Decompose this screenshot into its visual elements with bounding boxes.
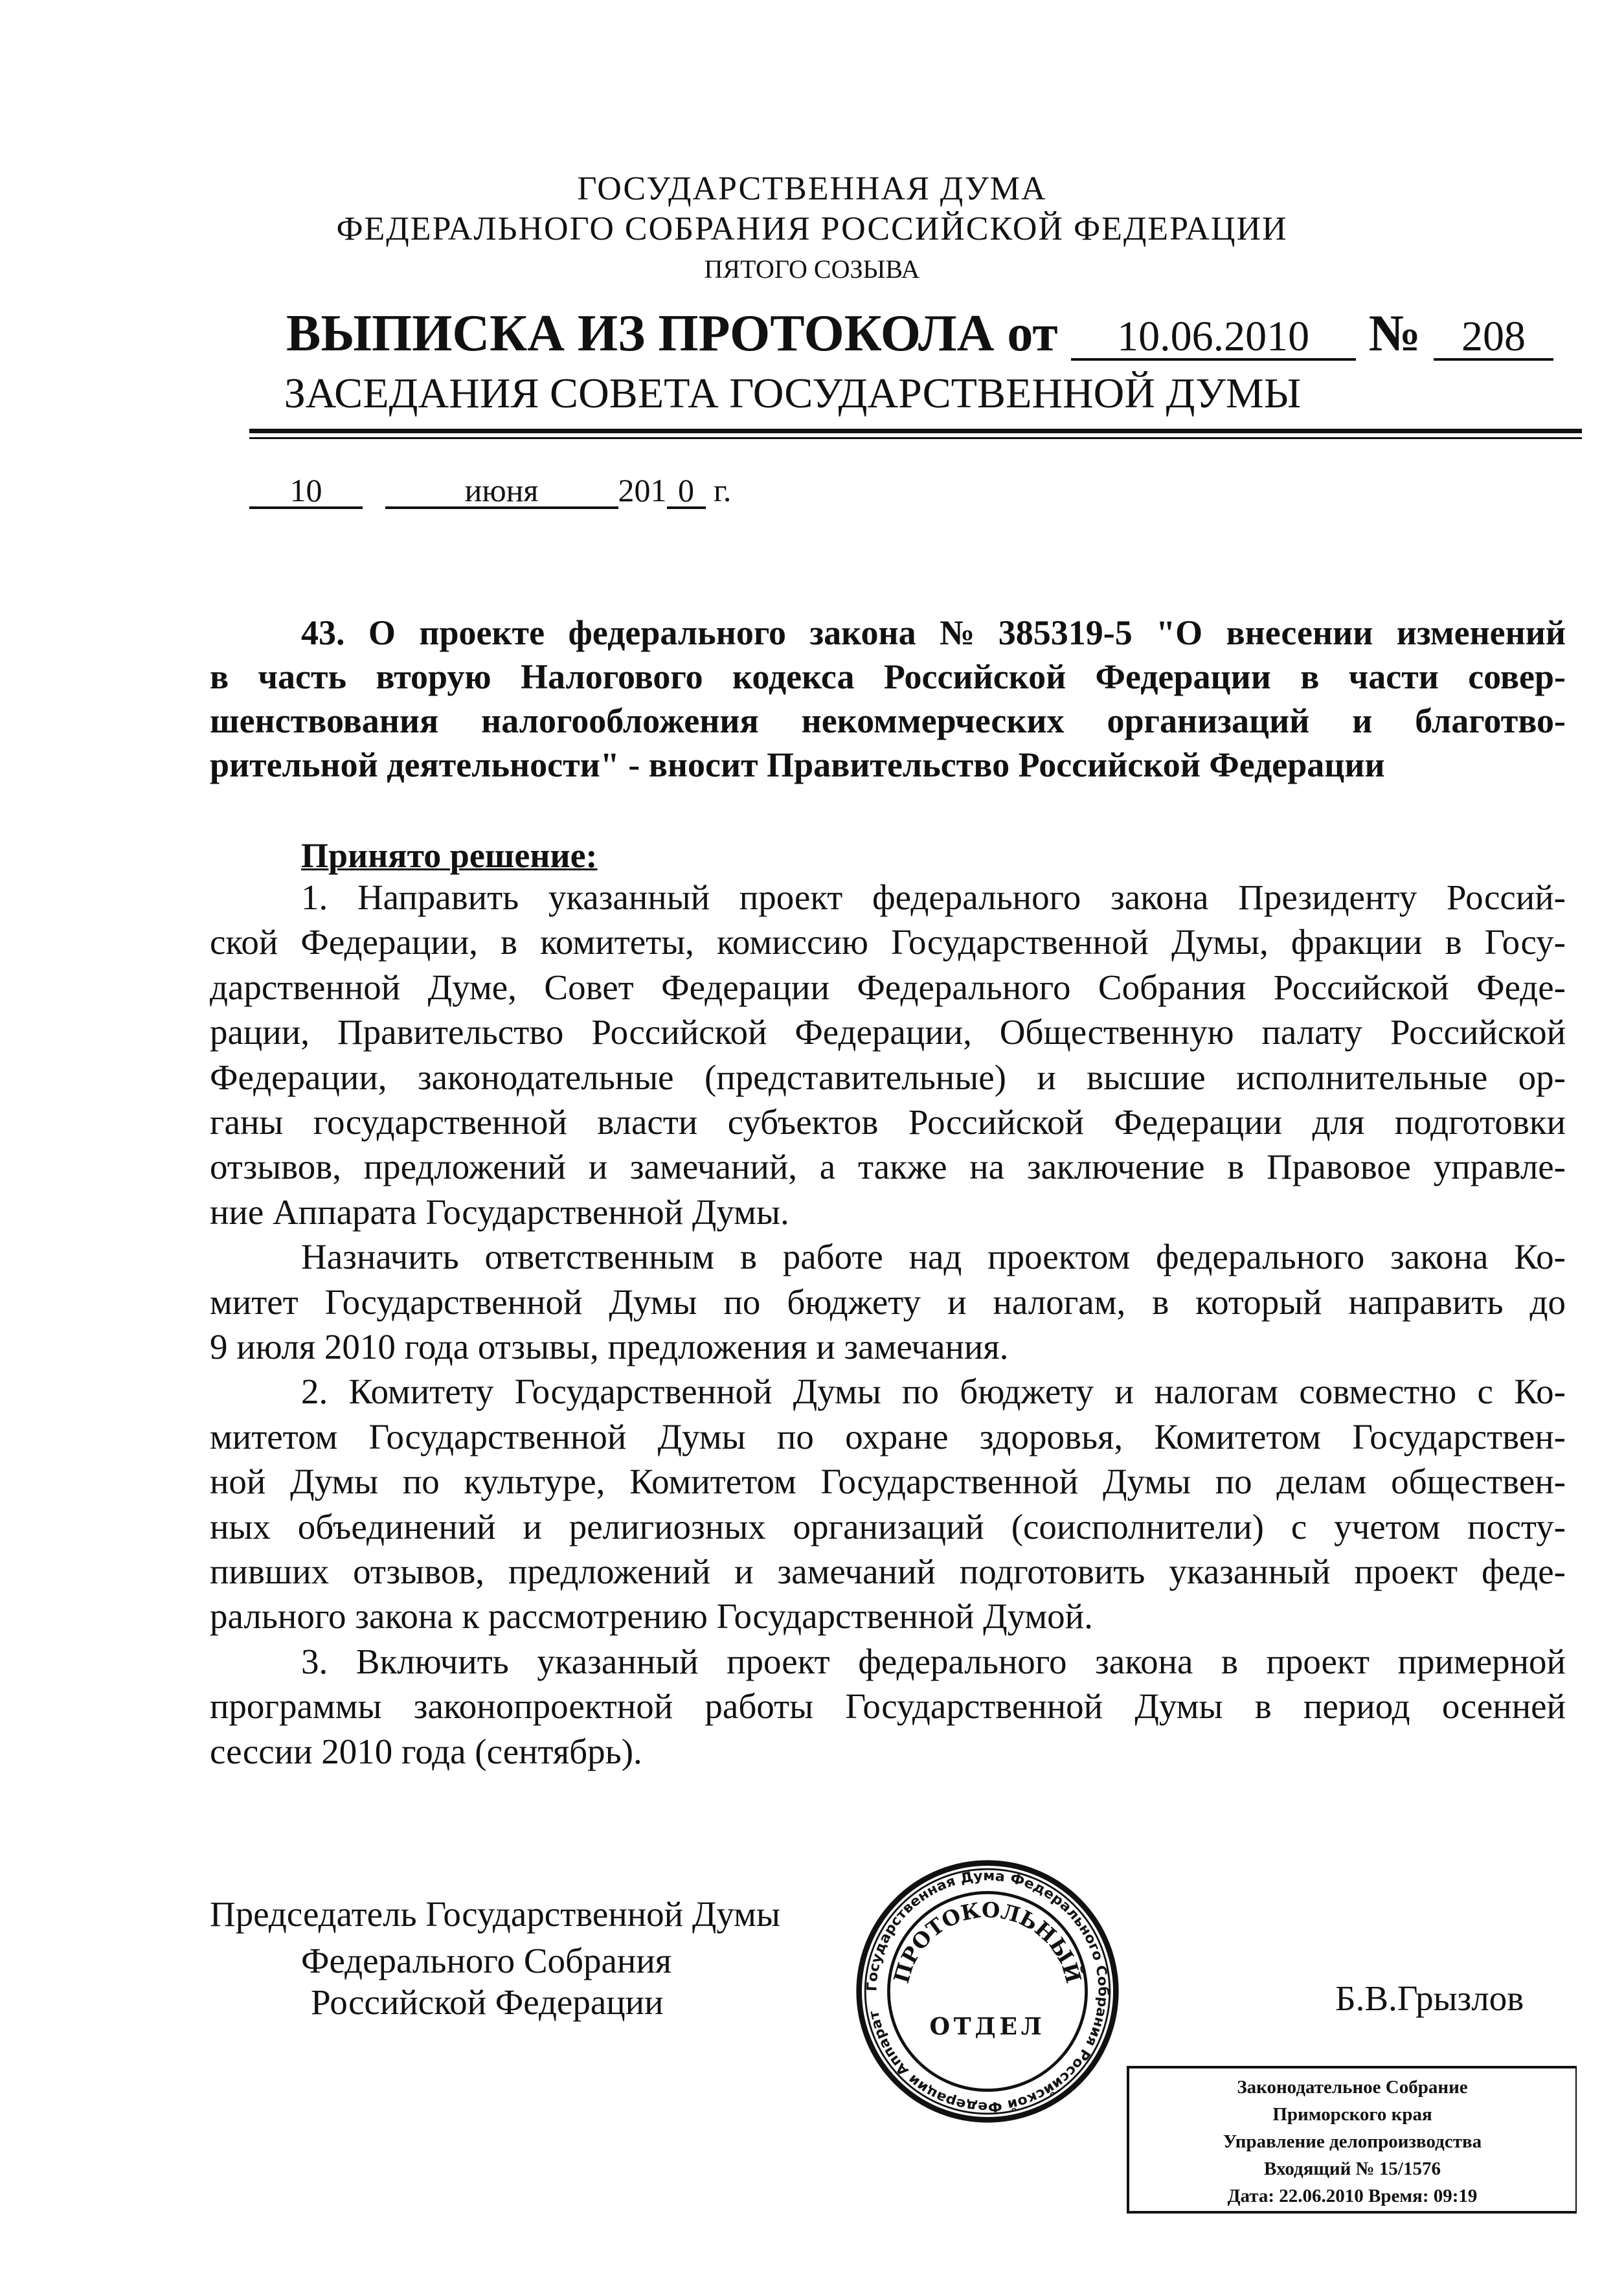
divider-thin [249, 437, 1582, 439]
date-day: 10 [249, 474, 363, 509]
decision-paragraph-line: рации, Правительство Российской Федерации, Общественную палату Российской [210, 1012, 1566, 1052]
signatory-position-3: Российской Федерации [311, 1982, 664, 2022]
date-year-prefix: 201 [618, 472, 667, 508]
agenda-item-line: шенствования налогообложения некоммерческих организаций и благотво- [210, 701, 1566, 740]
document-title [286, 304, 1553, 363]
decision-paragraph-line: дарственной Думе, Совет Федерации Федерального Собрания Российской Феде- [210, 968, 1566, 1007]
header-line-3: ПЯТОГО СОЗЫВА [704, 255, 920, 284]
date-month: июня [385, 474, 618, 509]
decision-paragraph-line: ной Думы по культуре, Комитетом Государственной Думы по делам обществен- [210, 1462, 1566, 1501]
date-year-mark: г. [714, 472, 732, 508]
seal-arc-text: ПРОТОКОЛЬНЫЙ [888, 1898, 1087, 1986]
stamp-line-5: Дата: 22.06.2010 Время: 09:19 [1227, 2186, 1478, 2206]
decision-paragraph-line: 3. Включить указанный проект федерального закона в проект примерной [301, 1642, 1566, 1681]
divider-thick [249, 429, 1582, 433]
date-year-suffix: 0 [667, 474, 706, 509]
decision-paragraph-line: рального закона к рассмотрению Государственной Думой. [210, 1596, 1093, 1636]
protocol-date: 10.06.2010 [1071, 315, 1356, 361]
header-line-2: ФЕДЕРАЛЬНОГО СОБРАНИЯ РОССИЙСКОЙ ФЕДЕРАЦИИ [336, 210, 1288, 247]
svg-text:ПРОТОКОЛЬНЫЙ [889, 1898, 1087, 1986]
decision-paragraph-line: ных объединений и религиозных организаций (соисполнители) с учетом посту- [210, 1507, 1566, 1546]
protocol-number: 208 [1434, 315, 1553, 361]
number-sign: № [1368, 305, 1421, 362]
decision-paragraph-line: ской Федерации, в комитеты, комиссию Государственной Думы, фракции в Госу- [210, 922, 1566, 962]
stamp-line-4: Входящий № 15/1576 [1264, 2158, 1441, 2179]
stamp-line-3: Управление делопроизводства [1223, 2131, 1482, 2152]
stamp-line-2: Приморского края [1272, 2104, 1432, 2125]
registration-stamp [1127, 2066, 1577, 2214]
decision-paragraph-line: 1. Направить указанный проект федерального закона Президенту Россий- [301, 878, 1566, 917]
decision-paragraph-line: сессии 2010 года (сентябрь). [210, 1732, 642, 1771]
decision-paragraph-line: митетом Государственной Думы по охране здоровья, Комитетом Государствен- [210, 1417, 1566, 1456]
decision-paragraph-line: Федерации, законодательные (представительные) и высшие исполнительные ор- [210, 1058, 1566, 1097]
agenda-item-line: 43. О проекте федерального закона № 385319-5 "О внесении изменений [301, 613, 1566, 652]
decision-paragraph-line: программы законопроектной работы Государственной Думы в период осенней [210, 1686, 1566, 1726]
signatory-position-2: Федерального Собрания [301, 1941, 672, 1980]
title-prefix: ВЫПИСКА ИЗ ПРОТОКОЛА от [286, 305, 1058, 362]
stamp-line-1: Законодательное Собрание [1237, 2077, 1468, 2098]
official-seal [855, 1859, 1120, 2124]
header-line-1: ГОСУДАРСТВЕННАЯ ДУМА [577, 170, 1047, 207]
agenda-item-line: рительной деятельности" - вносит Правительство Российской Федерации [210, 745, 1385, 784]
decision-heading: Принято решение: [301, 836, 598, 875]
decision-paragraph-line: отзывов, предложений и замечаний, а также на заключение в Правовое управле- [210, 1147, 1566, 1186]
agenda-item-line: в часть вторую Налогового кодекса Российской Федерации в части совер- [210, 657, 1566, 696]
document-subtitle: ЗАСЕДАНИЯ СОВЕТА ГОСУДАРСТВЕННОЙ ДУМЫ [284, 370, 1302, 417]
decision-paragraph-line: Назначить ответственным в работе над проектом федерального закона Ко- [301, 1237, 1566, 1276]
signatory-name: Б.В.Грызлов [1335, 1978, 1524, 2018]
seal-center-text: ОТДЕЛ [929, 2012, 1046, 2041]
decision-paragraph-line: митет Государственной Думы по бюджету и налогам, в который направить до [210, 1282, 1566, 1322]
decision-paragraph-line: ганы государственной власти субъектов Российской Федерации для подготовки [210, 1102, 1566, 1142]
signatory-position-1: Председатель Государственной Думы [210, 1894, 780, 1934]
decision-paragraph-line: 2. Комитету Государственной Думы по бюджету и налогам совместно с Ко- [301, 1372, 1566, 1411]
date-line [249, 471, 731, 509]
decision-paragraph-line: пивших отзывов, предложений и замечаний подготовить указанный проект феде- [210, 1552, 1566, 1591]
decision-paragraph-line: ние Аппарата Государственной Думы. [210, 1192, 789, 1232]
decision-paragraph-line: 9 июля 2010 года отзывы, предложения и замечания. [210, 1327, 1009, 1366]
seal-outer-text: Государственная Дума Федерального Собрания Российской Федерации Аппарат [864, 1868, 1111, 2115]
